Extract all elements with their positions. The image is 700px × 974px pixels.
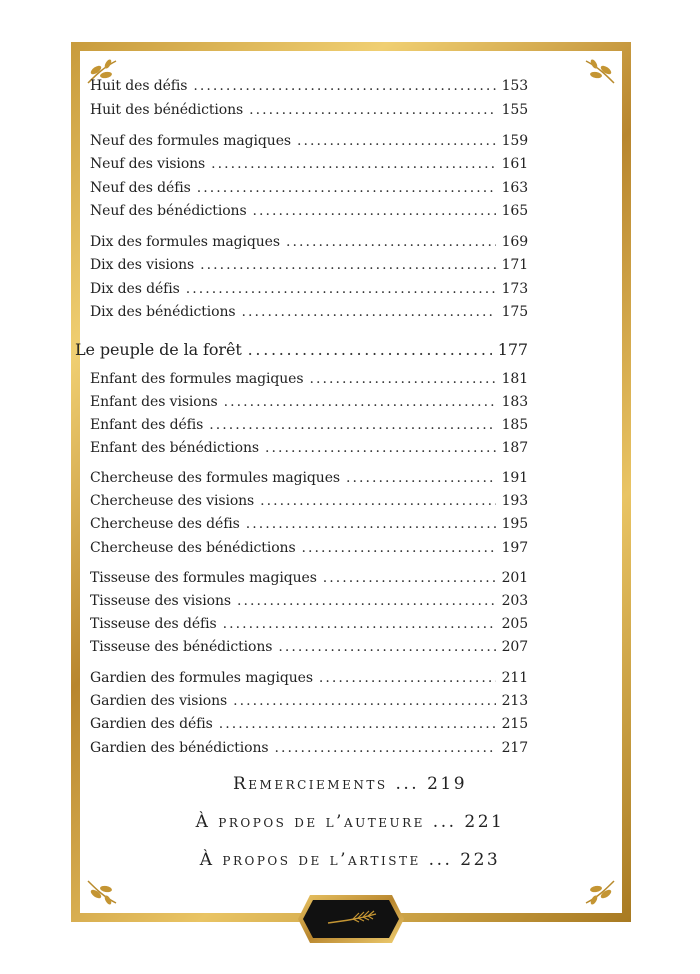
dot-leader — [323, 568, 496, 588]
toc-section-entry[interactable] — [75, 340, 528, 360]
dot-leader — [211, 154, 495, 174]
toc-entry-label: Dix des bénédictions — [90, 304, 236, 320]
dot-leader — [265, 438, 496, 458]
dot-leader — [246, 514, 496, 534]
toc-page-number: 153 — [501, 78, 528, 94]
toc-entry-label: Neuf des défis — [90, 180, 191, 196]
toc-entry[interactable] — [90, 668, 528, 688]
toc-page-number: 175 — [501, 304, 528, 320]
toc-entry[interactable] — [90, 392, 528, 412]
toc-entry-label: Tisseuse des bénédictions — [90, 639, 273, 655]
dot-leader — [253, 201, 496, 221]
toc-entry-label: Tisseuse des formules magiques — [90, 570, 317, 586]
toc-page-number: 187 — [501, 440, 528, 456]
dot-leader — [209, 415, 495, 435]
toc-page-number: 159 — [501, 133, 528, 149]
dot-leader — [233, 691, 496, 711]
toc-page-number: 185 — [501, 417, 528, 433]
dot-leader — [319, 668, 496, 688]
toc-page-number: 183 — [501, 394, 528, 410]
toc-entry[interactable] — [90, 232, 528, 252]
toc-entry-label: Dix des visions — [90, 257, 195, 273]
toc-entry-label: Neuf des bénédictions — [90, 203, 247, 219]
toc-entry[interactable] — [90, 100, 528, 120]
toc-page-number: 177 — [497, 340, 528, 359]
toc-entry[interactable] — [90, 154, 528, 174]
dot-leader — [248, 340, 492, 360]
toc-page-number: 169 — [501, 234, 528, 250]
toc-page-number: 217 — [501, 740, 528, 756]
dot-leader — [237, 591, 496, 611]
dot-leader — [260, 491, 495, 511]
toc-entry[interactable] — [90, 369, 528, 389]
toc-entry[interactable] — [90, 415, 528, 435]
dot-leader — [200, 255, 495, 275]
dot-leader — [242, 302, 496, 322]
toc-page-number: 161 — [501, 156, 528, 172]
toc-page-number: 193 — [501, 493, 528, 509]
toc-page-number: 173 — [501, 281, 528, 297]
dot-leader — [302, 538, 496, 558]
toc-entry[interactable] — [90, 131, 528, 151]
toc-entry-label: Neuf des formules magiques — [90, 133, 291, 149]
toc-page-number: 201 — [501, 570, 528, 586]
toc-entry-label: Chercheuse des formules magiques — [90, 470, 340, 486]
toc-page-number: 205 — [501, 616, 528, 632]
dot-leader — [278, 637, 495, 657]
toc-entry-label: Gardien des défis — [90, 716, 213, 732]
toc-page-number: 155 — [501, 102, 528, 118]
toc-entry-label: Chercheuse des visions — [90, 493, 255, 509]
toc-entry-label: Dix des défis — [90, 281, 180, 297]
toc-entry-label: Tisseuse des visions — [90, 593, 231, 609]
toc-entry[interactable] — [90, 491, 528, 511]
toc-page-number: 211 — [501, 670, 528, 686]
toc-entry-label: Gardien des formules magiques — [90, 670, 313, 686]
toc-entry[interactable] — [90, 201, 528, 221]
toc-entry-label: Gardien des visions — [90, 693, 228, 709]
toc-entry[interactable] — [90, 438, 528, 458]
dot-leader — [193, 76, 495, 96]
toc-page-number: 165 — [501, 203, 528, 219]
toc-entry-label: Huit des bénédictions — [90, 102, 244, 118]
toc-entry[interactable] — [90, 591, 528, 611]
toc-page-number: 207 — [501, 639, 528, 655]
toc-entry[interactable] — [90, 76, 528, 96]
dot-leader — [346, 468, 496, 488]
dot-leader — [197, 178, 496, 198]
toc-entry[interactable] — [90, 468, 528, 488]
toc-entry-label: Enfant des défis — [90, 417, 204, 433]
toc-entry-label: Chercheuse des défis — [90, 516, 240, 532]
dot-leader — [223, 614, 496, 634]
laurel-corner-icon — [582, 879, 616, 907]
dot-leader — [309, 369, 495, 389]
toc-entry[interactable] — [90, 302, 528, 322]
toc-entry[interactable] — [90, 714, 528, 734]
toc-page-number: 215 — [501, 716, 528, 732]
toc-entry[interactable] — [90, 255, 528, 275]
toc-entry-label: Chercheuse des bénédictions — [90, 540, 296, 556]
toc-entry-label: Enfant des bénédictions — [90, 440, 260, 456]
toc-entry-label: Neuf des visions — [90, 156, 206, 172]
acknowledgements-link[interactable]: Remerciements ... 219 — [232, 774, 468, 794]
toc-page-number: 213 — [501, 693, 528, 709]
toc-page-number: 181 — [501, 371, 528, 387]
toc-page-number: 171 — [501, 257, 528, 273]
dot-leader — [297, 131, 496, 151]
toc-page-number: 191 — [501, 470, 528, 486]
dot-leader — [186, 279, 496, 299]
about-author-link[interactable]: À propos de l’auteure ... 221 — [195, 812, 505, 832]
toc-page-number: 195 — [501, 516, 528, 532]
toc-entry[interactable] — [90, 279, 528, 299]
toc-entry-label: Dix des formules magiques — [90, 234, 280, 250]
toc-entry[interactable] — [90, 637, 528, 657]
toc-entry-label: Enfant des visions — [90, 394, 218, 410]
toc-entry[interactable] — [90, 691, 528, 711]
toc-entry[interactable] — [90, 738, 528, 758]
toc-entry[interactable] — [90, 614, 528, 634]
toc-entry-label: Tisseuse des défis — [90, 616, 217, 632]
dot-leader — [286, 232, 496, 252]
toc-entry[interactable] — [90, 514, 528, 534]
toc-entry-label: Enfant des formules magiques — [90, 371, 304, 387]
about-artist-link[interactable]: À propos de l’artiste ... 223 — [199, 850, 501, 870]
toc-entry-label: Huit des défis — [90, 78, 188, 94]
ornament-badge — [298, 895, 404, 943]
toc-page-number: 197 — [501, 540, 528, 556]
dot-leader — [224, 392, 496, 412]
laurel-corner-icon — [86, 879, 120, 907]
toc-entry-label: Gardien des bénédictions — [90, 740, 269, 756]
dot-leader — [274, 738, 495, 758]
toc-page-number: 203 — [501, 593, 528, 609]
toc-section-label: Le peuple de la forêt — [75, 340, 242, 359]
dot-leader — [219, 714, 496, 734]
toc-page-number: 163 — [501, 180, 528, 196]
toc-entry[interactable] — [90, 178, 528, 198]
laurel-corner-icon — [582, 57, 616, 85]
toc-entry[interactable] — [90, 568, 528, 588]
toc-entry[interactable] — [90, 538, 528, 558]
dot-leader — [249, 100, 495, 120]
